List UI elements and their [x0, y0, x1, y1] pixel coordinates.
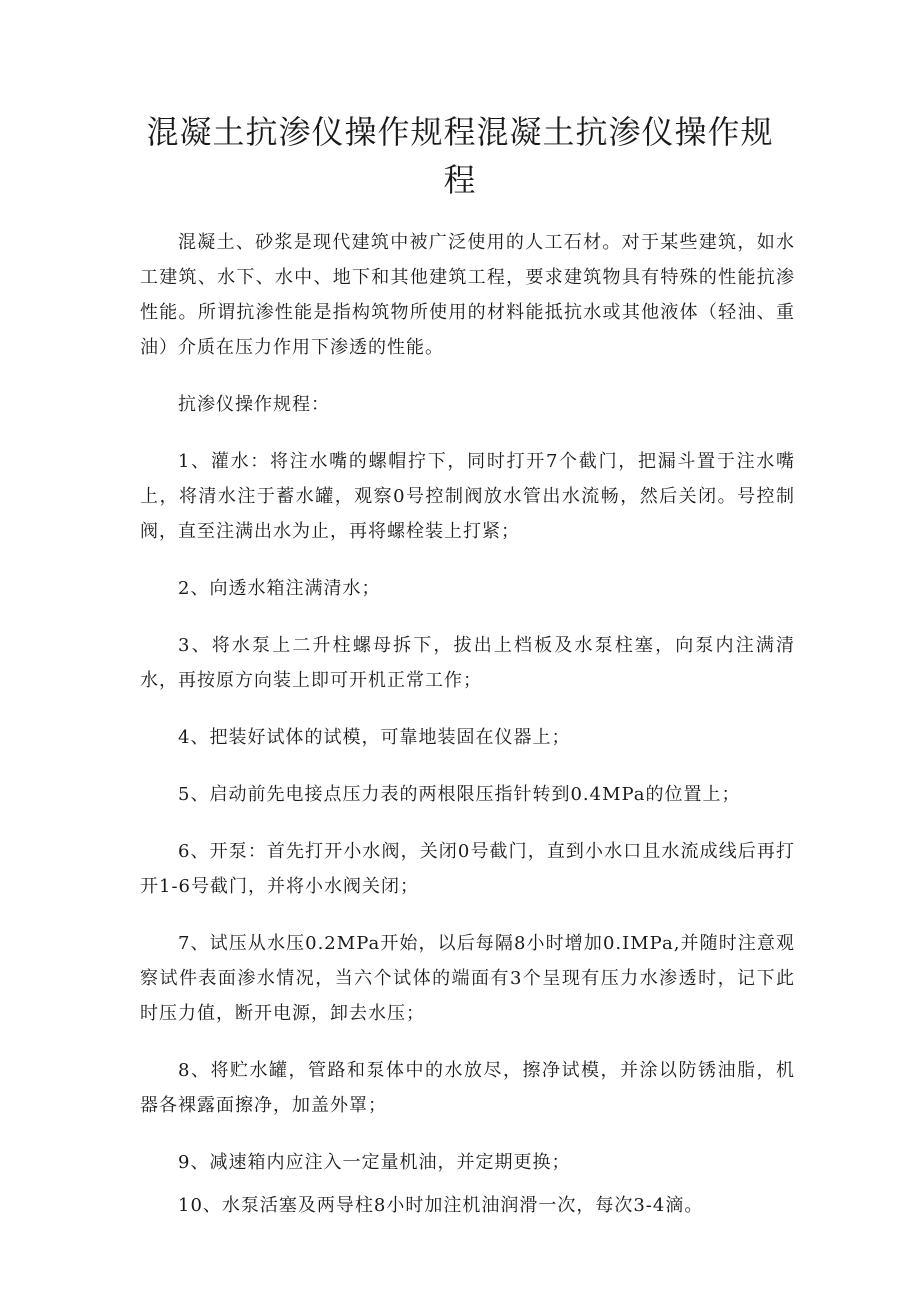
step-1: 1、灌水：将注水嘴的螺帽拧下，同时打开7个截门，把漏斗置于注水嘴上，将清水注于蓄水罐，观察0号控制阀放水管出水流畅，然后关闭。号控制阀，直至注满出水为止，再将螺栓装上打紧； — [140, 451, 795, 542]
step-3: 3、将水泵上二升柱螺母拆下，拔出上档板及水泵柱塞，向泵内注满清水，再按原方向装上即可开机正常工作； — [140, 635, 795, 691]
step-8: 8、将贮水罐，管路和泵体中的水放尽，擦净试模，并涂以防锈油脂，机器各裸露面擦净，加盖外罩； — [140, 1060, 795, 1116]
document-body — [140, 225, 795, 1245]
document-title: 混凝土抗渗仪操作规程混凝土抗渗仪操作规程 — [146, 113, 774, 199]
step-6: 6、开泵：首先打开小水阀，关闭0号截门，直到小水口且水流成线后再打开1-6号截门，并将小水阀关闭； — [140, 841, 795, 897]
step-5: 5、启动前先电接点压力表的两根限压指针转到0.4MPa的位置上； — [178, 784, 741, 805]
procedure-heading: 抗渗仪操作规程： — [178, 394, 330, 415]
step-10: 10、水泵活塞及两导柱8小时加注机油润滑一次，每次3-4滴。 — [178, 1195, 704, 1216]
step-4: 4、把装好试体的试模，可靠地装固在仪器上； — [178, 727, 571, 748]
step-9: 9、减速箱内应注入一定量机油，并定期更换； — [178, 1152, 571, 1173]
intro-paragraph: 混凝土、砂浆是现代建筑中被广泛使用的人工石材。对于某些建筑，如水工建筑、水下、水中、地下和其他建筑工程，要求建筑物具有特殊的性能抗渗性能。所谓抗渗性能是指构筑物所使用的材料能抵抗水或其他液体（轻油、重油）介质在压力作用下渗透的性能。 — [140, 232, 795, 358]
step-2: 2、向透水箱注满清水； — [178, 578, 381, 599]
step-7: 7、试压从水压0.2MPa开始，以后每隔8小时增加0.IMPa,并随时注意观察试件表面渗水情况，当六个试体的端面有3个呈现有压力水渗透时，记下此时压力值，断开电源，卸去水压； — [140, 933, 795, 1024]
